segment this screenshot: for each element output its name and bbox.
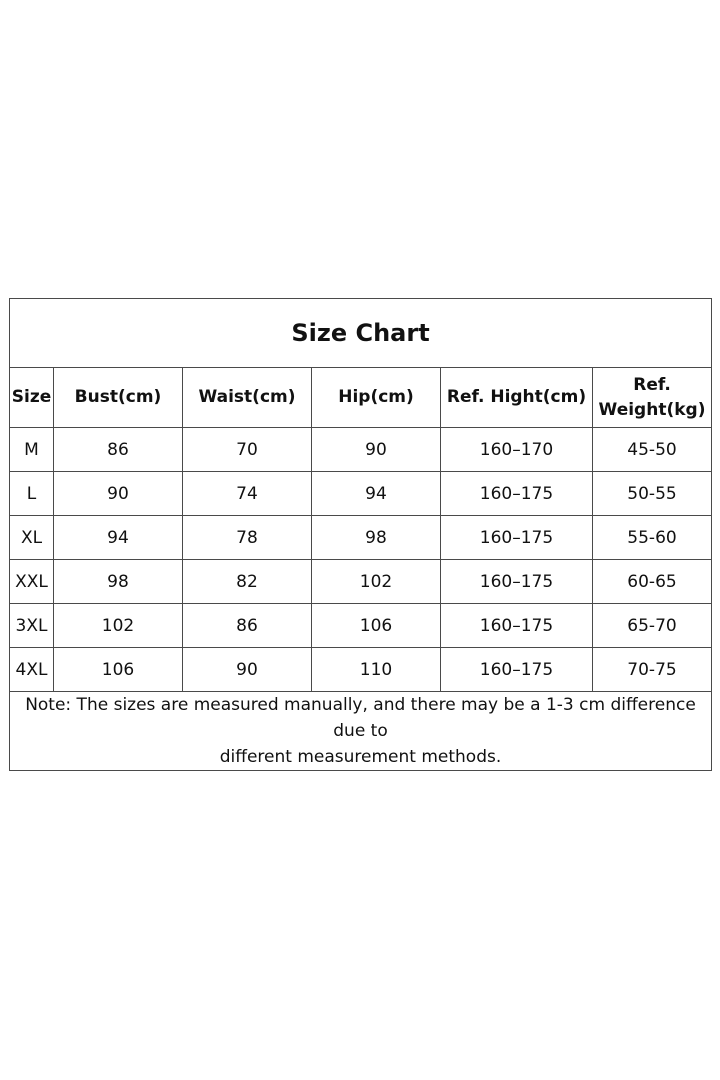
header-bust: Bust(cm) <box>54 368 183 428</box>
cell-waist: 74 <box>183 472 312 516</box>
cell-hip: 98 <box>312 516 441 560</box>
cell-height: 160–175 <box>441 560 593 604</box>
header-height: Ref. Hight(cm) <box>441 368 593 428</box>
cell-size: XL <box>10 516 54 560</box>
cell-height: 160–175 <box>441 472 593 516</box>
title-row <box>10 299 712 368</box>
table-row <box>10 648 712 692</box>
cell-hip: 90 <box>312 428 441 472</box>
cell-hip: 94 <box>312 472 441 516</box>
table-row <box>10 560 712 604</box>
cell-waist: 86 <box>183 604 312 648</box>
cell-weight: 50-55 <box>593 472 712 516</box>
cell-height: 160–170 <box>441 428 593 472</box>
table-row <box>10 472 712 516</box>
cell-hip: 110 <box>312 648 441 692</box>
cell-weight: 60-65 <box>593 560 712 604</box>
cell-bust: 106 <box>54 648 183 692</box>
cell-waist: 90 <box>183 648 312 692</box>
table-row <box>10 604 712 648</box>
cell-size: 3XL <box>10 604 54 648</box>
cell-size: XXL <box>10 560 54 604</box>
header-size: Size <box>10 368 54 428</box>
cell-bust: 86 <box>54 428 183 472</box>
cell-hip: 102 <box>312 560 441 604</box>
cell-weight: 65-70 <box>593 604 712 648</box>
note-row <box>10 692 712 771</box>
header-weight <box>593 368 712 428</box>
cell-height: 160–175 <box>441 648 593 692</box>
table-row <box>10 516 712 560</box>
header-row <box>10 368 712 428</box>
header-weight-line2: Weight(kg) <box>598 399 706 420</box>
cell-weight: 45-50 <box>593 428 712 472</box>
cell-hip: 106 <box>312 604 441 648</box>
header-hip: Hip(cm) <box>312 368 441 428</box>
note-line-1: Note: The sizes are measured manually, and there may be a 1-3 cm difference due to <box>25 695 696 741</box>
cell-weight: 70-75 <box>593 648 712 692</box>
cell-size: M <box>10 428 54 472</box>
cell-size: L <box>10 472 54 516</box>
table-row <box>10 428 712 472</box>
cell-bust: 94 <box>54 516 183 560</box>
cell-waist: 70 <box>183 428 312 472</box>
cell-height: 160–175 <box>441 516 593 560</box>
size-chart <box>9 298 711 771</box>
cell-bust: 90 <box>54 472 183 516</box>
cell-waist: 78 <box>183 516 312 560</box>
header-weight-line1: Ref. <box>633 374 671 395</box>
chart-title: Size Chart <box>10 299 712 368</box>
note-line-2: different measurement methods. <box>219 747 502 767</box>
size-table <box>9 298 712 771</box>
measurement-note <box>10 692 712 771</box>
cell-weight: 55-60 <box>593 516 712 560</box>
header-waist: Waist(cm) <box>183 368 312 428</box>
cell-waist: 82 <box>183 560 312 604</box>
cell-bust: 98 <box>54 560 183 604</box>
cell-height: 160–175 <box>441 604 593 648</box>
cell-bust: 102 <box>54 604 183 648</box>
cell-size: 4XL <box>10 648 54 692</box>
